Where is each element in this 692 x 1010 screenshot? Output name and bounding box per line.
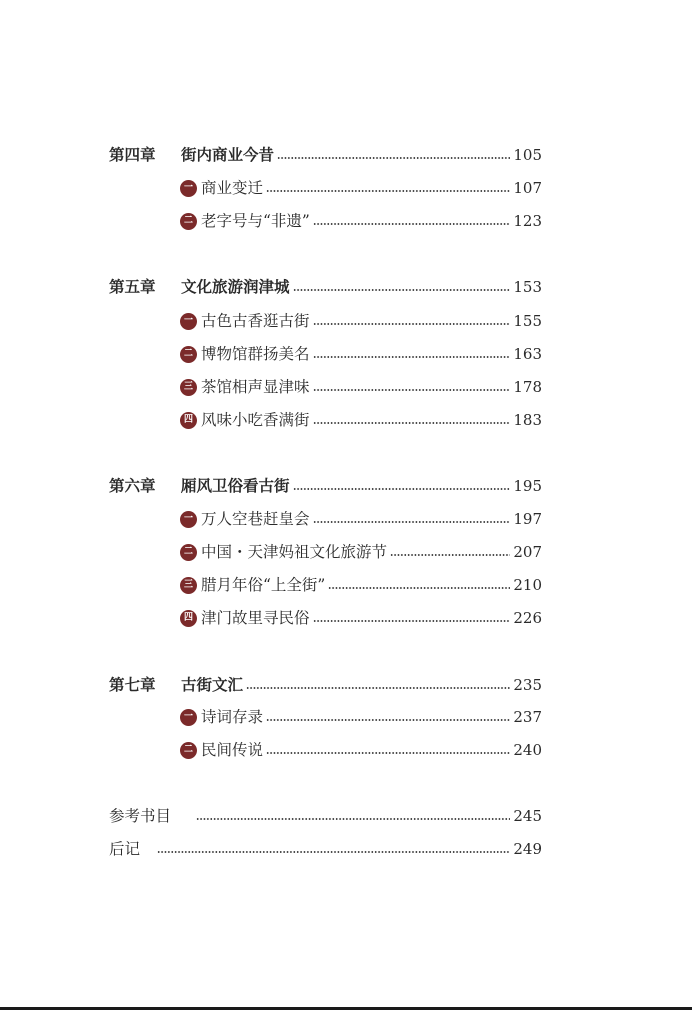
page-number: 235 xyxy=(513,676,542,694)
toc-section[interactable] xyxy=(180,409,542,431)
chapter-label: 第六章 xyxy=(109,476,156,495)
page-number: 107 xyxy=(513,179,542,197)
section-number-badge: 二 xyxy=(180,213,197,230)
dot-leader xyxy=(293,488,511,490)
section-title: 风味小吃香满街 xyxy=(201,411,310,429)
extra-title: 后记 xyxy=(109,840,141,858)
section-title: 中国・天津妈祖文化旅游节 xyxy=(201,543,388,561)
section-title: 津门故里寻民俗 xyxy=(201,609,310,627)
section-title: 腊月年俗“上全街” xyxy=(201,576,326,594)
toc-section[interactable] xyxy=(180,706,542,728)
chapter-title: 街内商业今昔 xyxy=(181,145,275,164)
page-number: 163 xyxy=(513,345,542,363)
section-title: 茶馆相声显津味 xyxy=(201,378,310,396)
section-number-badge: 一 xyxy=(180,180,197,197)
section-number-badge: 三 xyxy=(180,577,197,594)
dot-leader xyxy=(313,223,511,225)
page-number: 178 xyxy=(513,378,542,396)
section-number-badge: 一 xyxy=(180,313,197,330)
page-number: 226 xyxy=(513,609,542,627)
toc-afterword[interactable] xyxy=(109,838,542,860)
section-title: 古色古香逛古街 xyxy=(201,312,310,330)
dot-leader xyxy=(313,356,511,358)
page-number: 197 xyxy=(513,510,542,528)
chapter-title: 古街文汇 xyxy=(181,675,244,694)
dot-leader xyxy=(313,422,511,424)
section-title: 民间传说 xyxy=(201,741,264,759)
toc-section[interactable] xyxy=(180,343,542,365)
toc-section[interactable] xyxy=(180,210,542,232)
page-number: 249 xyxy=(513,840,542,858)
dot-leader xyxy=(328,587,510,589)
dot-leader xyxy=(246,687,510,689)
toc-section[interactable] xyxy=(180,574,542,596)
extra-title: 参考书目 xyxy=(109,807,172,825)
section-title: 商业变迁 xyxy=(201,179,264,197)
toc-section[interactable] xyxy=(180,541,542,563)
section-number-badge: 一 xyxy=(180,709,197,726)
dot-leader xyxy=(157,851,510,853)
chapter-title: 厢风卫俗看古街 xyxy=(181,476,290,495)
toc-section[interactable] xyxy=(180,376,542,398)
section-number-badge: 二 xyxy=(180,544,197,561)
section-number-badge: 一 xyxy=(180,511,197,528)
toc-bibliography[interactable] xyxy=(109,805,542,827)
toc-section[interactable] xyxy=(180,177,542,199)
toc-section[interactable] xyxy=(180,607,542,629)
section-number-badge: 二 xyxy=(180,346,197,363)
dot-leader xyxy=(313,521,511,523)
dot-leader xyxy=(266,719,510,721)
page-number: 237 xyxy=(513,708,542,726)
toc-chapter-5[interactable] xyxy=(109,276,542,298)
toc-section[interactable] xyxy=(180,508,542,530)
chapter-label: 第七章 xyxy=(109,675,156,694)
section-number-badge: 二 xyxy=(180,742,197,759)
dot-leader xyxy=(313,389,511,391)
section-title: 万人空巷赶皇会 xyxy=(201,510,310,528)
page-number: 245 xyxy=(513,807,542,825)
section-number-badge: 四 xyxy=(180,412,197,429)
page-number: 105 xyxy=(513,146,542,164)
toc-chapter-7[interactable] xyxy=(109,674,542,696)
section-number-badge: 三 xyxy=(180,379,197,396)
section-title: 老字号与“非遗” xyxy=(201,212,310,230)
dot-leader xyxy=(266,190,510,192)
toc-section[interactable] xyxy=(180,739,542,761)
dot-leader xyxy=(313,323,511,325)
page-number: 240 xyxy=(513,741,542,759)
section-number-badge: 四 xyxy=(180,610,197,627)
page-number: 195 xyxy=(513,477,542,495)
dot-leader xyxy=(293,289,511,291)
page-number: 183 xyxy=(513,411,542,429)
toc-chapter-4[interactable] xyxy=(109,144,542,166)
dot-leader xyxy=(390,554,510,556)
section-title: 博物馆群扬美名 xyxy=(201,345,310,363)
section-title: 诗词存录 xyxy=(201,708,264,726)
page-number: 210 xyxy=(513,576,542,594)
chapter-title: 文化旅游润津城 xyxy=(181,277,290,296)
chapter-label: 第四章 xyxy=(109,145,156,164)
page-number: 123 xyxy=(513,212,542,230)
page-number: 207 xyxy=(513,543,542,561)
dot-leader xyxy=(266,752,510,754)
dot-leader xyxy=(313,620,511,622)
chapter-label: 第五章 xyxy=(109,277,156,296)
page-number: 155 xyxy=(513,312,542,330)
dot-leader xyxy=(277,157,510,159)
dot-leader xyxy=(196,818,510,820)
page-number: 153 xyxy=(513,278,542,296)
toc-chapter-6[interactable] xyxy=(109,475,542,497)
toc-section[interactable] xyxy=(180,310,542,332)
